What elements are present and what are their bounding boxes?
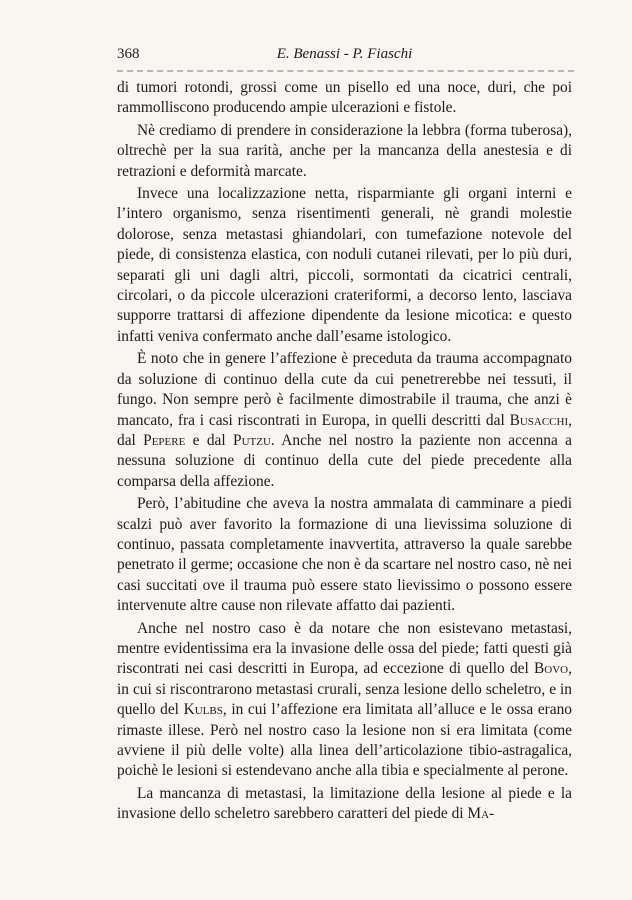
author-name-putzu: Putzu [233, 431, 271, 449]
author-name-bovo: Bovo [534, 660, 569, 678]
page-header [117, 46, 572, 68]
paragraph-4-text-2: , dal [117, 411, 572, 449]
paragraph-4-text-1: È noto che in genere l’affezione è preceduta da trauma accompagnato da soluzione di continuo della cute da cui penetrerebbe nei tessuti, il fungo. Non sempre però è facilmente dimostrabile il trauma, che anzi è mancato, fra i casi riscontrati in Europa, in quelli descritti dal [117, 350, 572, 429]
paragraph-7 [117, 784, 572, 825]
paragraph-4-text-3: e dal [185, 431, 234, 449]
author-name-busacchi: Busacchi [509, 411, 569, 429]
author-name-ma: Ma- [467, 805, 495, 823]
paragraph-6-text-2: , in cui si riscontrarono metastasi crurali, senza lesione dello scheletro, e in quello del [117, 660, 572, 719]
paragraph-3: Invece una localizzazione netta, risparmiante gli organi interni e l’intero organismo, senza risentimenti generali, nè grandi molestie dolorose, senza metastasi ghiandolari, con tumefazione notevole del piede, di consistenza elastica, con noduli cutanei rilevati, per lo più duri, separati gli uni dagli altri, piccoli, sormontati da cicatrici centrali, circolari, o da piccole ulcerazioni crateriformi, a decorso lento, lasciava supporre trattarsi di affezione dipendente da lesione micotica: e questo infatti veniva confermato anche dall’esame istologico. [117, 185, 572, 345]
header-rule [117, 70, 574, 72]
page-number: 368 [117, 46, 140, 62]
paragraph-6 [117, 619, 572, 782]
paragraph-6-text-3: , in cui l’affezione era limitata all’alluce e le ossa erano rimaste illese. Però nel nostro caso la lesione non si era limitata (come avviene il più delle volte) alla linea dell’articolazione tibio-astragalica, poichè le lesioni si estendevano anche alla tibia e specialmente al perone. [117, 701, 572, 780]
author-name-pepere: Pepere [143, 431, 186, 449]
paragraph-6-text-1: Anche nel nostro caso è da notare che non esistevano metastasi, mentre evidentissima era la invasione delle ossa del piede; fatti questi già riscontrati nei casi descritti in Europa, ad eccezione di quello del [117, 619, 572, 678]
running-title: E. Benassi - P. Fiaschi [276, 46, 413, 62]
paragraph-4 [117, 349, 572, 492]
author-name-kulbs: Kulbs [183, 701, 223, 719]
paragraph-2: Nè crediamo di prendere in considerazione la lebbra (forma tuberosa), oltrechè per la sua rarità, anche per la mancanza della anestesia e di retrazioni e deformità marcate. [117, 121, 572, 180]
body-text [117, 78, 572, 825]
paragraph-4-text-4: . Anche nel nostro la paziente non accenna a nessuna soluzione di continuo della cute del piede precedente alla comparsa della affezione. [117, 431, 572, 490]
paragraph-5: Però, l’abitudine che aveva la nostra ammalata di camminare a piedi scalzi può aver favorito la formazione di una lievissima soluzione di continuo, passata completamente inavvertita, attraverso la quale sarebbe penetrato il germe; occasione che non è da scartare nel nostro caso, nè nei casi succitati ove il trauma può essere stato lievissimo o possono essere intervenute altre cause non rilevate affatto dai pazienti. [117, 495, 572, 615]
paragraph-7-text-1: La mancanza di metastasi, la limitazione della lesione al piede e la invasione dello scheletro sarebbero caratteri del piede di [117, 784, 572, 823]
paragraph-1: di tumori rotondi, grossi come un pisello ed una noce, duri, che poi rammolliscono producendo ampie ulcerazioni e fistole. [117, 79, 572, 117]
